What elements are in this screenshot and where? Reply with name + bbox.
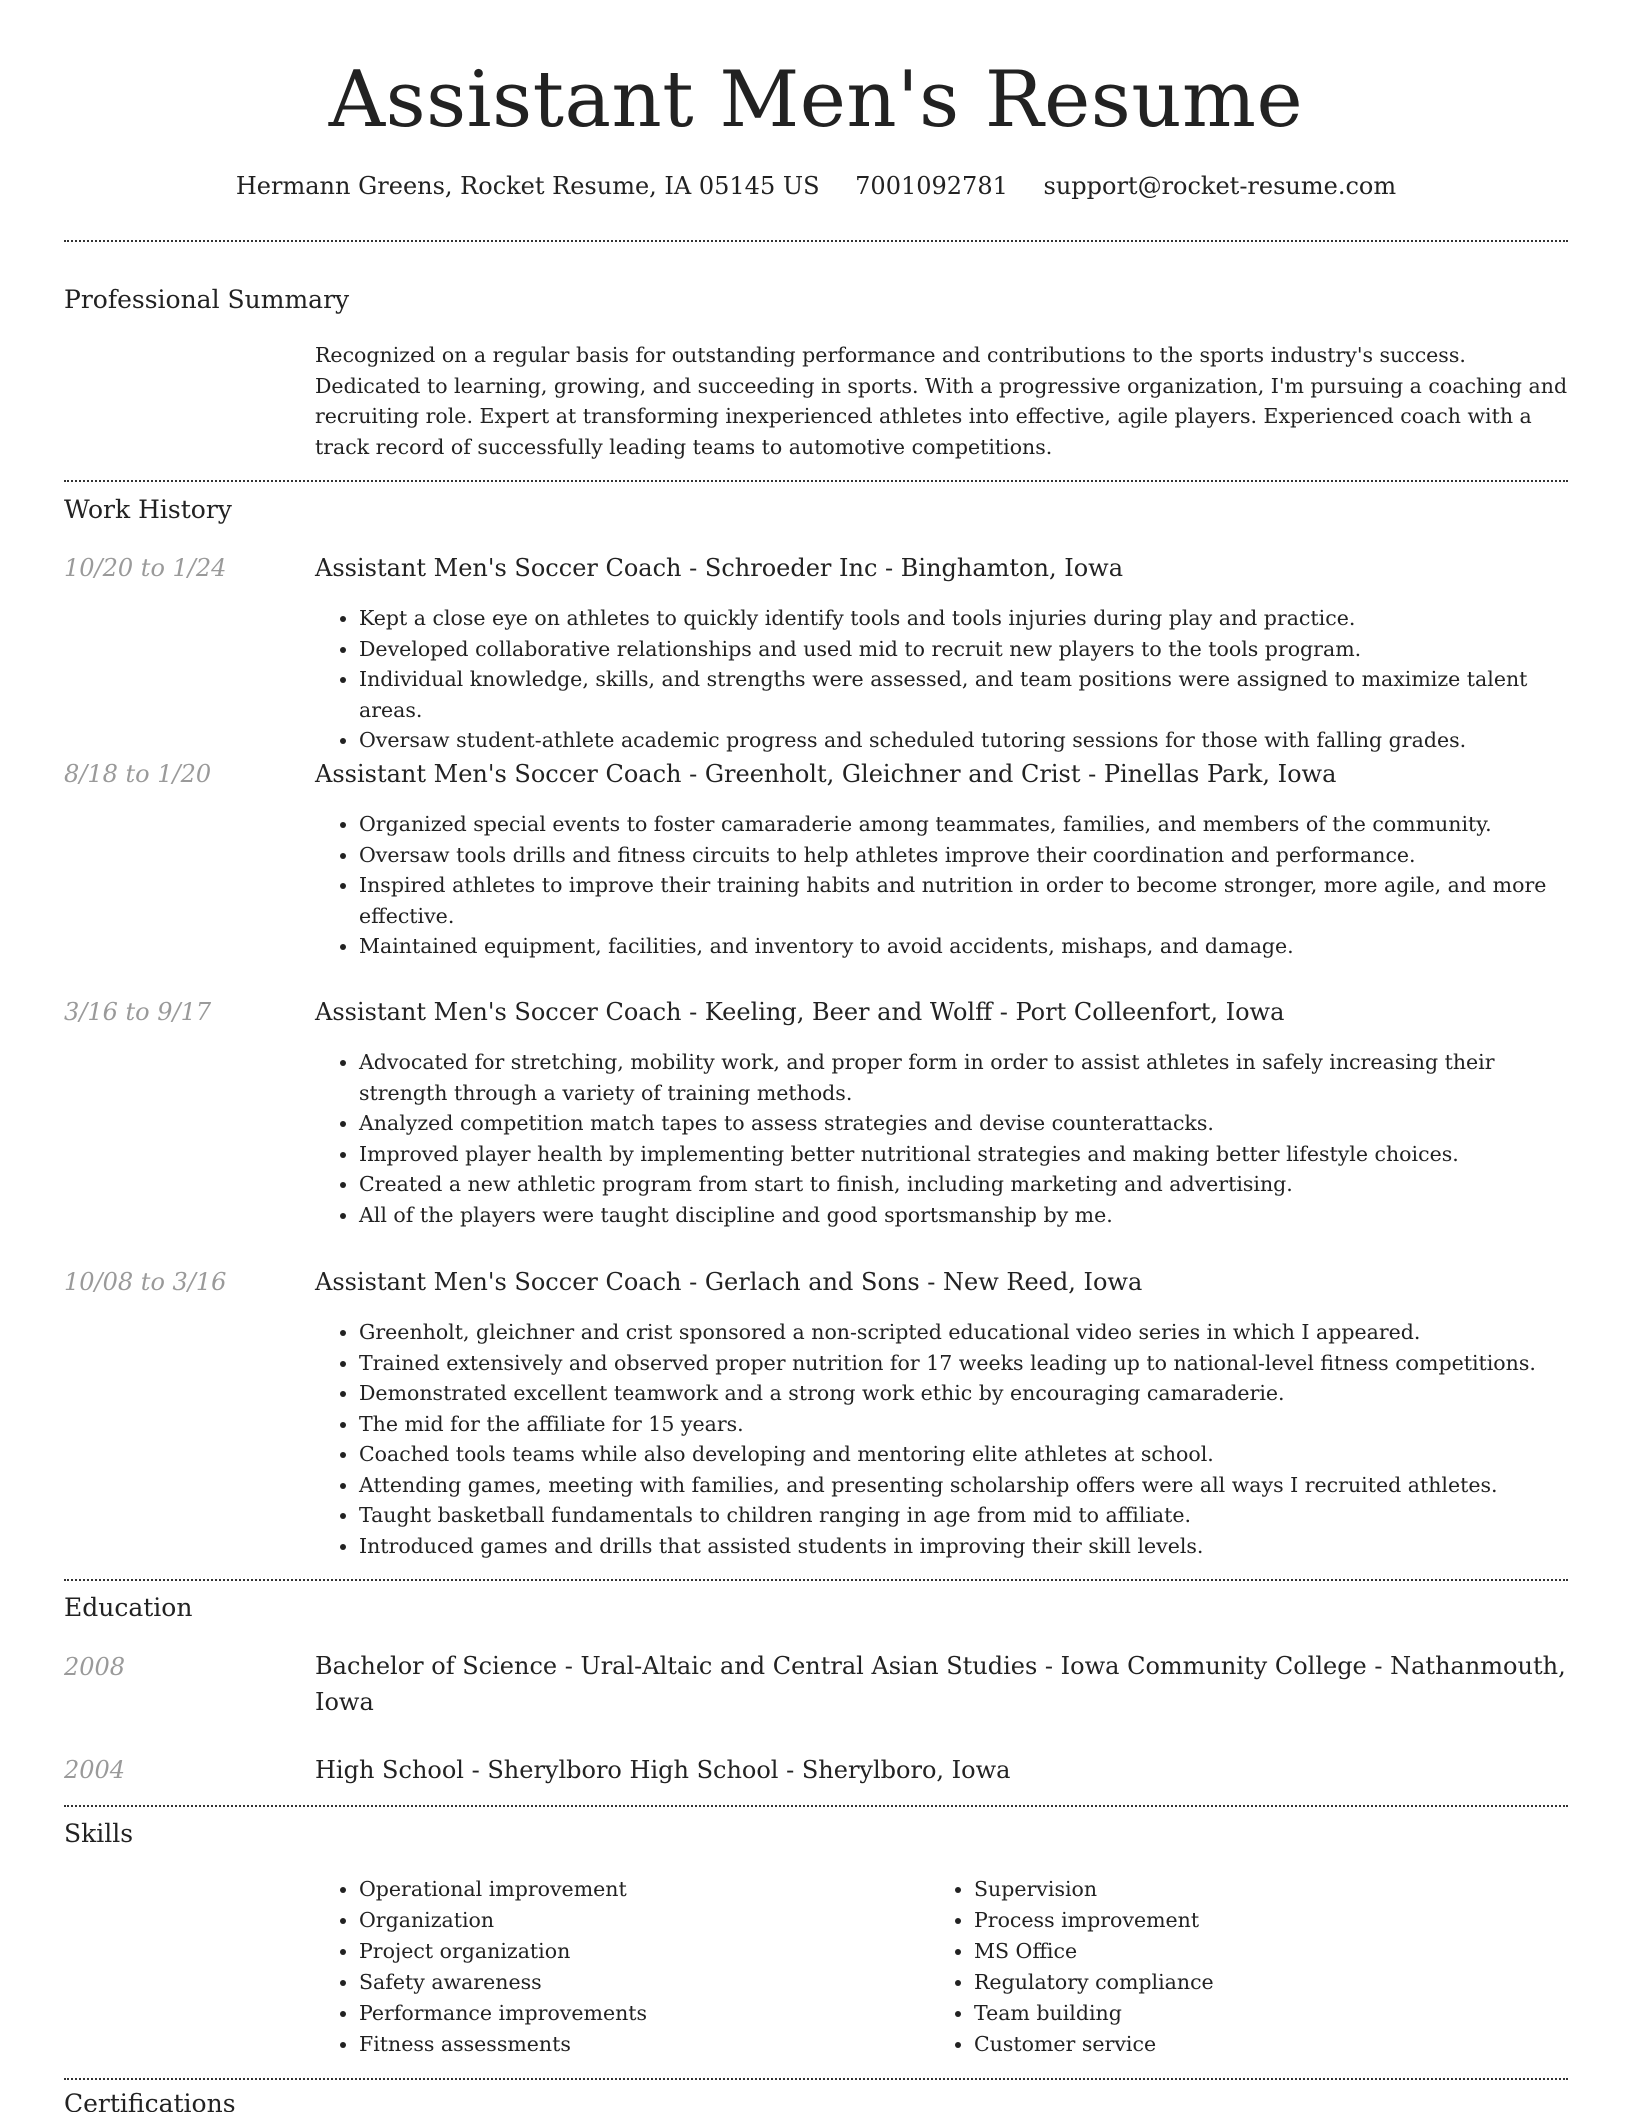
list-item: • Kept a close eye on athletes to quickly identify tools and tools injuries during play and practice.: [359, 603, 1568, 634]
job-title: Assistant Men's Soccer Coach - Keeling, Beer and Wolff - Port Colleenfort, Iowa: [315, 998, 1285, 1026]
divider: [64, 480, 1568, 482]
divider: [64, 240, 1568, 242]
education-entry: Bachelor of Science - Ural-Altaic and Central Asian Studies - Iowa Community College - Nathanmouth, Iowa: [315, 1652, 1566, 1716]
list-item: • Greenholt, gleichner and crist sponsored a non-scripted educational video series in which I appeared.: [359, 1317, 1568, 1348]
skill-item: • Process improvement: [974, 1905, 1530, 1936]
job-bullets: [315, 603, 1568, 756]
education-entry: High School - Sherylboro High School - Sherylboro, Iowa: [315, 1756, 1011, 1784]
skill-item: • Safety awareness: [359, 1967, 915, 1998]
list-item: • Organized special events to foster camaraderie among teammates, families, and members of the community.: [359, 809, 1568, 840]
list-item: • Trained extensively and observed proper nutrition for 17 weeks leading up to national-level fitness competitions.: [359, 1348, 1568, 1379]
list-item: • All of the players were taught discipline and good sportsmanship by me.: [359, 1200, 1568, 1231]
job-title: Assistant Men's Soccer Coach - Greenholt, Gleichner and Crist - Pinellas Park, Iowa: [315, 760, 1337, 788]
divider: [64, 1579, 1568, 1581]
section-title-work-history: Work History: [64, 495, 232, 524]
list-item: • Individual knowledge, skills, and strengths were assessed, and team positions were assigned to maximize talent areas.: [359, 664, 1568, 725]
section-title-certifications: Certifications: [64, 2089, 236, 2112]
skill-item: • Organization: [359, 1905, 915, 1936]
section-title-summary: Professional Summary: [64, 285, 350, 314]
divider: [64, 2078, 1568, 2080]
job-title: Assistant Men's Soccer Coach - Gerlach and Sons - New Reed, Iowa: [315, 1268, 1143, 1296]
list-item: • Taught basketball fundamentals to children ranging in age from mid to affiliate.: [359, 1500, 1568, 1531]
list-item: • Oversaw tools drills and fitness circuits to help athletes improve their coordination and performance.: [359, 840, 1568, 871]
list-item: • Attending games, meeting with families, and presenting scholarship offers were all ways I recruited athletes.: [359, 1470, 1568, 1501]
list-item: • Oversaw student-athlete academic progress and scheduled tutoring sessions for those with falling grades.: [359, 725, 1568, 756]
list-item: • Inspired athletes to improve their training habits and nutrition in order to become stronger, more agile, and more effective.: [359, 870, 1568, 931]
job-dates: 10/08 to 3/16: [64, 1268, 227, 1296]
skill-item: • Operational improvement: [359, 1874, 915, 1905]
resume-title: Assistant Men's Resume: [328, 55, 1304, 145]
contact-phone: 7001092781: [855, 172, 1008, 200]
list-item: • Coached tools teams while also developing and mentoring elite athletes at school.: [359, 1439, 1568, 1470]
summary-text: Recognized on a regular basis for outstanding performance and contributions to the sports industry's success. Dedicated to learning, growing, and succeeding in sports. With a progressive organization, I'm pursuing a coaching and recruiting role. Expert at transforming inexperienced athletes into effective, agile players. Experienced coach with a track record of successfully leading teams to automotive competitions.: [315, 343, 1568, 459]
divider: [64, 1805, 1568, 1807]
skill-item: • Customer service: [974, 2029, 1530, 2060]
contact-email: support@rocket-resume.com: [1043, 172, 1397, 200]
job-bullets: [315, 809, 1568, 962]
job-bullets: [315, 1317, 1568, 1561]
skill-item: • Performance improvements: [359, 1998, 915, 2029]
skill-item: • Project organization: [359, 1936, 915, 1967]
section-title-skills: Skills: [64, 1819, 134, 1848]
job-title: Assistant Men's Soccer Coach - Schroeder Inc - Binghamton, Iowa: [315, 554, 1124, 582]
skill-item: • Supervision: [974, 1874, 1530, 1905]
contact-line: [64, 170, 1568, 202]
job-dates: 10/20 to 1/24: [64, 554, 227, 582]
list-item: • Improved player health by implementing better nutritional strategies and making better lifestyle choices.: [359, 1139, 1568, 1170]
job-dates: 3/16 to 9/17: [64, 998, 212, 1026]
section-title-education: Education: [64, 1593, 193, 1622]
skill-item: • Regulatory compliance: [974, 1967, 1530, 1998]
list-item: • Analyzed competition match tapes to assess strategies and devise counterattacks.: [359, 1108, 1568, 1139]
list-item: • Introduced games and drills that assisted students in improving their skill levels.: [359, 1531, 1568, 1562]
education-year: 2004: [64, 1756, 126, 1784]
list-item: • Developed collaborative relationships and used mid to recruit new players to the tools program.: [359, 634, 1568, 665]
skill-item: • Team building: [974, 1998, 1530, 2029]
skill-item: • MS Office: [974, 1936, 1530, 1967]
list-item: • Maintained equipment, facilities, and inventory to avoid accidents, mishaps, and damage.: [359, 931, 1568, 962]
list-item: • Created a new athletic program from start to finish, including marketing and advertising.: [359, 1169, 1568, 1200]
list-item: • Demonstrated excellent teamwork and a strong work ethic by encouraging camaraderie.: [359, 1378, 1568, 1409]
job-bullets: [315, 1047, 1568, 1230]
skills-list-left: [315, 1874, 915, 2060]
education-year: 2008: [64, 1653, 126, 1681]
job-dates: 8/18 to 1/20: [64, 760, 212, 788]
list-item: • Advocated for stretching, mobility work, and proper form in order to assist athletes in safely increasing their strength through a variety of training methods.: [359, 1047, 1568, 1108]
skill-item: • Fitness assessments: [359, 2029, 915, 2060]
list-item: • The mid for the affiliate for 15 years.: [359, 1409, 1568, 1440]
contact-address: Hermann Greens, Rocket Resume, IA 05145 US: [235, 172, 820, 200]
skills-list-right: [930, 1874, 1530, 2060]
